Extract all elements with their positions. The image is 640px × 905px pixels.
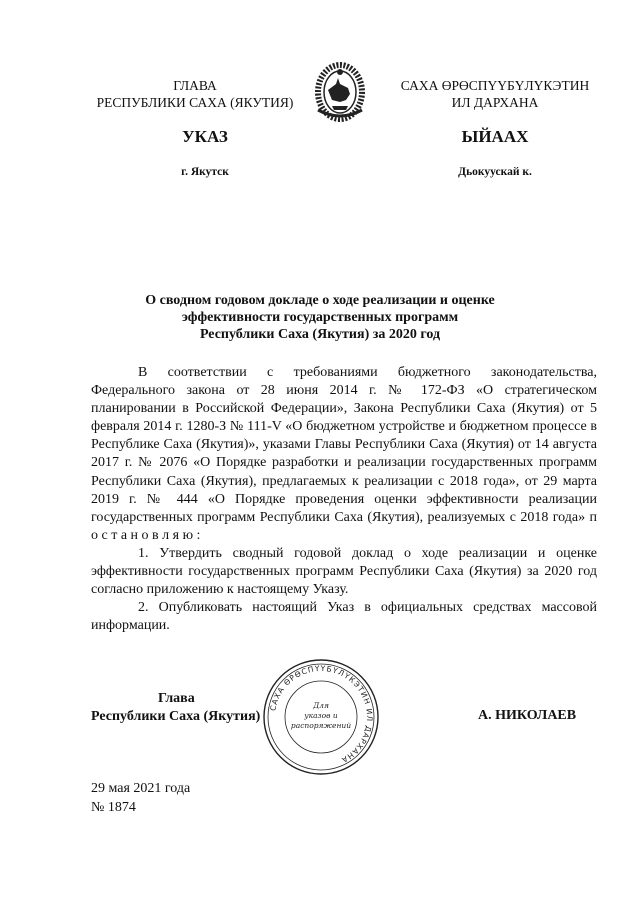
city-sakha: Дьокуускай к. — [458, 166, 532, 178]
decree-footer — [91, 779, 190, 817]
decree-word: п о с т а н о в л я ю : — [91, 509, 598, 543]
seal-ring-text: САХА ӨРӨСПҮҮБҮЛҮКЭТИН ИЛ ДАРХАНА — [268, 663, 375, 765]
title-line2: эффективности государственных программ — [181, 310, 459, 325]
decree-label-sakha: ЫЙААХ — [461, 127, 529, 146]
signatory-title — [91, 690, 260, 726]
header-left-line1: ГЛАВА — [173, 78, 217, 93]
signatory-name: А. НИКОЛАЕВ — [478, 708, 577, 723]
signatory-title-line2: Республики Саха (Якутия) — [91, 709, 261, 724]
header-right-title — [380, 77, 610, 111]
seal-center-line3: распоряжений — [290, 721, 352, 730]
title-line3: Республики Саха (Якутия) за 2020 год — [199, 327, 441, 342]
preamble-text: В соответствии с требованиями бюджетного законодательства, Федерального закона от 28 июня 2014 г. № 172-ФЗ «О стратегическом планировании в Российской Федерации», Закона Республики Саха (Якутия) от 5 февраля 2014 г. 1280-З № 111-V «О бюджетном устройстве и бюджетном процессе в Республике Саха (Якутия)», указами Главы Республики Саха (Якутия) от 14 августа 2017 г. № 2076 «О Порядке разработки и реализации государственных программ Республики Саха (Якутия), предлагаемых к реализации с 2018 года», от 29 марта 2019 г. № 444 «О Порядке проведения оценки эффективности реализации государственных программ Республики Саха (Якутия), реализуемых с 2018 года» — [91, 365, 597, 525]
document-body — [91, 364, 597, 635]
header-right-line1: САХА ӨРӨСПҮҮБҮЛҮКЭТИН — [400, 78, 590, 93]
preamble-paragraph — [91, 364, 597, 545]
official-seal-stamp — [262, 658, 380, 776]
item-2: 2. Опубликовать настоящий Указ в официальных средствах массовой информации. — [91, 600, 597, 634]
decree-label-ru: УКАЗ — [182, 127, 228, 146]
document-title — [110, 292, 530, 343]
header-right-line2: ИЛ ДАРХАНА — [451, 95, 539, 110]
coat-of-arms-emblem — [302, 60, 378, 124]
header-left-line2: РЕСПУБЛИКИ САХА (ЯКУТИЯ) — [96, 95, 294, 110]
signatory-title-line1: Глава — [158, 691, 195, 706]
city-ru: г. Якутск — [181, 166, 229, 178]
decree-number: № 1874 — [91, 800, 136, 815]
item-1: 1. Утвердить сводный годовой доклад о ходе реализации и оценке эффективности государственных программ Республики Саха (Якутия) за 2020 год согласно приложению к настоящему Указу. — [91, 545, 597, 598]
decree-date: 29 мая 2021 года — [91, 781, 191, 796]
header-left-title — [60, 77, 330, 111]
title-line1: О сводном годовом докладе о ходе реализации и оценке — [145, 293, 495, 308]
seal-center-line2: указов и — [304, 711, 338, 720]
seal-center-line1: Для — [313, 701, 329, 710]
